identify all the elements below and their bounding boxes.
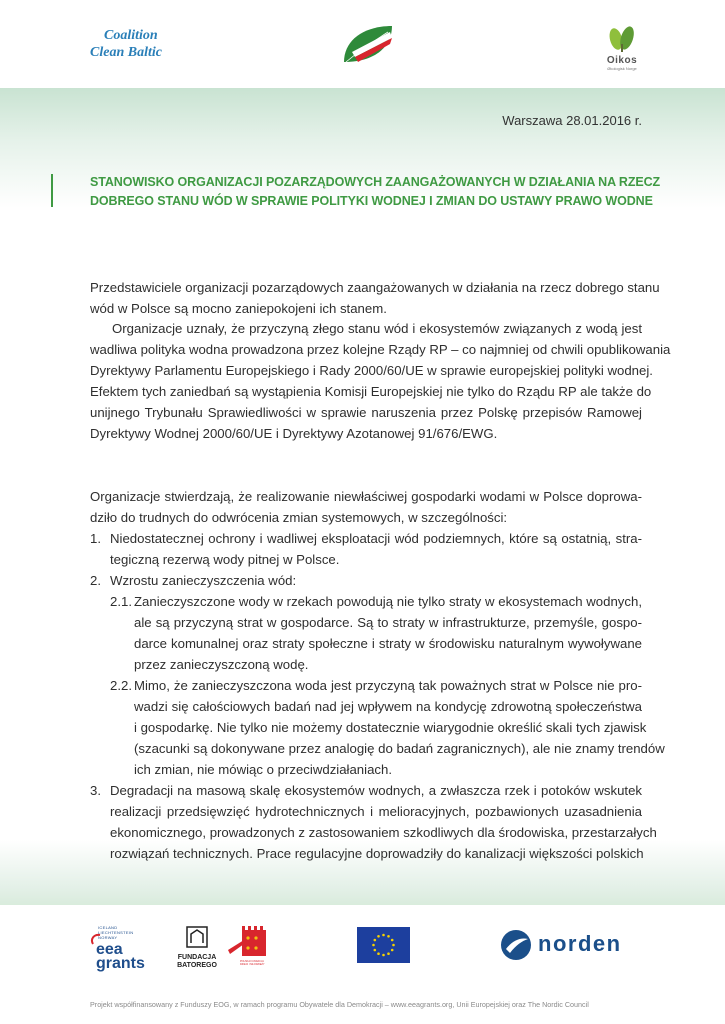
list-line: Mimo, że zanieczyszczona woda jest przyczyną tak poważnych strat w Polsce nie pro- xyxy=(134,678,642,693)
list-item-body xyxy=(134,675,665,780)
paragraph-line: Dyrektywy Wodnej 2000/60/UE i Dyrektywy Azotanowej 91/676/EWG. xyxy=(90,426,498,441)
fundacja-text: FUNDACJA xyxy=(177,954,217,961)
title-accent-bar xyxy=(51,174,53,207)
paragraph-line: dziło do trudnych do odwrócenia zmian systemowych, w szczególności: xyxy=(90,510,508,525)
paragraph-intro xyxy=(90,277,660,319)
document-date: Warszawa 28.01.2016 r. xyxy=(502,113,642,128)
list-line: rozwiązań technicznych. Prace regulacyjne doprowadziły do kanalizacji większości polskich xyxy=(110,846,644,861)
funding-note: Projekt współfinansowany z Funduszy EOG, w ramach programu Obywatele dla Demokracji – www.eeagrants.org, Unii Europejskiej oraz The Nordic Council xyxy=(90,1000,589,1009)
list-line: ale są przyczyną strat w gospodarce. Są to straty w infrastrukturze, przemyśle, gospo- xyxy=(134,615,642,630)
list-item-body xyxy=(134,591,642,675)
list-number: 2. xyxy=(90,573,101,588)
title-line-1: STANOWISKO ORGANIZACJI POZARZĄDOWYCH ZAANGAŻOWANYCH W DZIAŁANIA NA RZECZ xyxy=(90,175,661,189)
paragraph-line: unijnego Trybunału Sprawiedliwości w sprawie naruszenia przez Polskę przepisów Ramowej xyxy=(90,405,642,420)
oikos-leaf-icon xyxy=(600,24,644,52)
paragraph-line: Przedstawiciele organizacji pozarządowych zaangażowanych w działania na rzecz dobrego stanu xyxy=(90,280,660,295)
list-line: przez zanieczyszczoną wodę. xyxy=(134,657,309,672)
list-line: i gospodarkę. Nie tylko nie możemy dostatecznie wiarygodnie określić skali tych zjawisk xyxy=(134,720,647,735)
eea-swirl-icon xyxy=(90,933,104,947)
eu-flag-logo xyxy=(357,927,410,963)
batorego-text: BATOREGO xyxy=(177,962,217,969)
pke-logo xyxy=(338,22,402,70)
list-item-body xyxy=(110,528,642,570)
list-line: tegiczną rezerwą wody pitnej w Polsce. xyxy=(110,552,340,567)
paragraph-line: Organizacje stwierdzają, że realizowanie niewłaściwej gospodarki wodami w Polsce doprowa- xyxy=(90,489,642,504)
list-number: 2.2. xyxy=(110,678,132,693)
list-line: Zanieczyszczone wody w rzekach powodują nie tylko straty w ekosystemach wodnych, xyxy=(134,594,642,609)
fundacja-batorego-logo xyxy=(174,925,220,970)
leaf-flag-icon xyxy=(338,22,402,70)
list-line: realizacji przedsięwzięć hydrotechnicznych i melioracyjnych, pozbawionych uzasadnienia xyxy=(110,804,642,819)
paragraph-line: Organizacje uznały, że przyczyną złego stanu wód i ekosystemów związanych z wodą jest xyxy=(112,321,642,336)
list-number: 3. xyxy=(90,783,101,798)
paragraph-line: Efektem tych zaniedbań są wystąpienia Komisji Europejskiej nie tylko do Rządu RP ale także do xyxy=(90,384,652,399)
paragraph-policy xyxy=(90,318,671,444)
eea-word: eea xyxy=(96,941,123,958)
paragraph-line: Dyrektywy Parlamentu Europejskiego i Rady 2000/60/UE w sprawie europejskiej polityki wodnej. xyxy=(90,363,653,378)
title-line-2: DOBREGO STANU WÓD W SPRAWIE POLITYKI WODNEJ I ZMIAN DO USTAWY PRAWO WODNE xyxy=(90,194,653,208)
list-line: ekonomicznego, prowadzonych z zastosowaniem szkodliwych dla środowiska, przestarzałych xyxy=(110,825,657,840)
eu-flag-icon xyxy=(357,927,410,963)
list-line: Wzrostu zanieczyszczenia wód: xyxy=(110,573,297,588)
coalition-logo-line2: Clean Baltic xyxy=(90,45,162,60)
oikos-subtitle: Økologisk Norge xyxy=(607,66,637,71)
list-line: darce komunalnej oraz straty społeczne i straty w środowisku naturalnym wywoływane xyxy=(134,636,642,651)
document-title xyxy=(90,173,661,211)
norden-logo xyxy=(500,929,640,961)
list-line: Degradacji na masową skalę ekosystemów wodnych, a zwłaszcza rzek i potoków wskutek xyxy=(110,783,642,798)
oikos-name: Oikos xyxy=(606,55,638,66)
paragraph-line: wód w Polsce są mocno zaniepokojeni ich stanem. xyxy=(90,301,387,316)
paragraph-line: wadliwa polityka wodna prowadzona przez kolejne Rządy RP – co najmniej od chwili opublikowania xyxy=(90,342,671,357)
eea-grants-logo xyxy=(90,925,150,972)
list-line: Niedostatecznej ochrony i wadliwej eksploatacji wód podziemnych, które są ostatnią, stra- xyxy=(110,531,642,546)
norden-wordmark: norden xyxy=(538,931,622,956)
norden-swan-icon xyxy=(500,929,532,961)
polish-youth-foundation-text: POLSKA FUNDACJA DZIECI I MŁODZIEŻY xyxy=(240,960,265,966)
list-line: ich zmian, nie mówiąc o przeciwdziałaniach. xyxy=(134,762,392,777)
list-item-body xyxy=(110,780,657,864)
grants-word: grants xyxy=(96,955,145,972)
eea-countries-text: ICELAND LIECHTENSTEIN NORWAY xyxy=(98,925,134,940)
list-line: (szacunki są dokonywane przez analogię do badań zagranicznych), ale nie znamy trendów xyxy=(134,741,665,756)
list-item-body xyxy=(110,570,642,591)
oikos-logo xyxy=(600,24,644,78)
list-number: 1. xyxy=(90,531,101,546)
coalition-clean-baltic-logo xyxy=(90,27,180,69)
polish-youth-foundation-logo xyxy=(226,924,272,968)
list-number: 2.1. xyxy=(110,594,132,609)
list-line: wadzi się całościowych badań nad jej wpływem na kondycję zdrowotną społeczeństwa xyxy=(134,699,642,714)
paragraph-findings xyxy=(90,486,642,528)
coalition-logo-line1: Coalition xyxy=(104,28,158,43)
batory-building-icon xyxy=(185,925,209,949)
